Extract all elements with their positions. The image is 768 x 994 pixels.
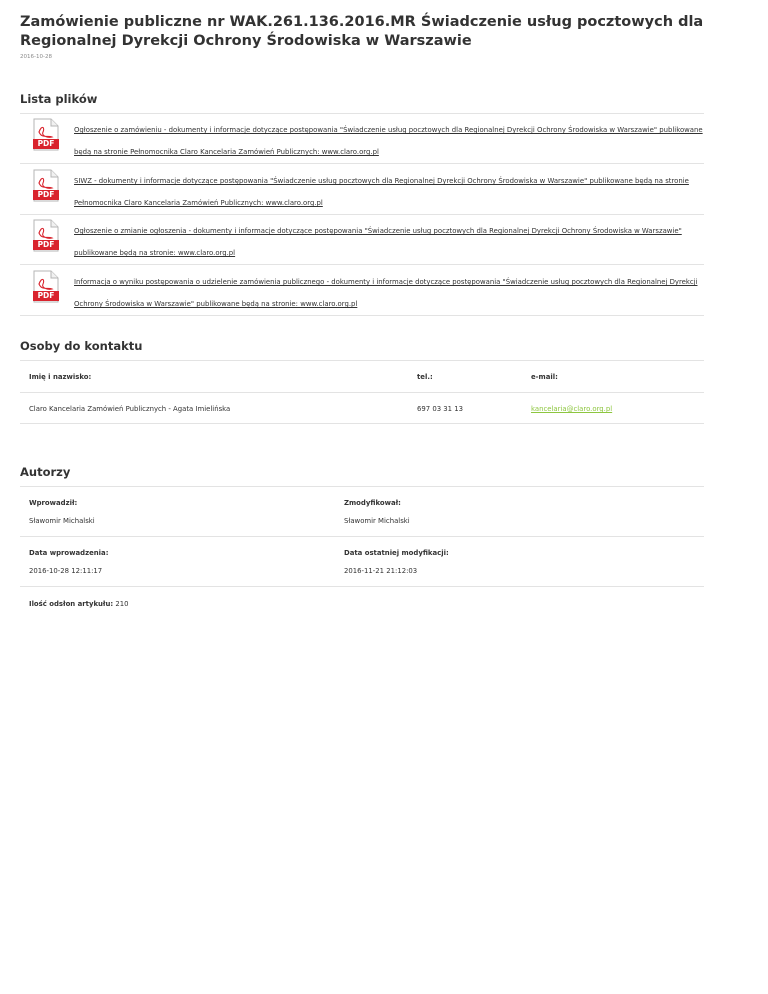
pdf-file-icon[interactable] bbox=[33, 219, 59, 252]
divider bbox=[20, 486, 704, 487]
modified-by-value: Sławomir Michalski bbox=[344, 517, 410, 525]
divider bbox=[20, 536, 704, 537]
views-count bbox=[29, 600, 129, 608]
contacts-heading: Osoby do kontaktu bbox=[20, 339, 143, 353]
file-link[interactable]: SIWZ - dokumenty i informacje dotyczące postępowania "Świadczenie usług pocztowych dla Regionalnej Dyrekcji Ochrony Środowiska w Warszawie" publikowane będą na stronie Pełnomocnika Claro Kancelaria Zamówień Publicznych: www.claro.org.pl bbox=[74, 177, 689, 207]
pdf-badge-label: PDF bbox=[37, 240, 55, 249]
file-row bbox=[20, 164, 704, 214]
files-heading: Lista plików bbox=[20, 92, 98, 106]
entered-date-value: 2016-10-28 12:11:17 bbox=[29, 567, 103, 575]
views-value: 210 bbox=[115, 600, 129, 608]
column-header-phone: tel.: bbox=[417, 373, 433, 381]
publish-date: 2016-10-28 bbox=[20, 54, 52, 60]
pdf-file-icon[interactable] bbox=[33, 118, 59, 151]
pdf-file-icon[interactable] bbox=[33, 270, 59, 303]
divider bbox=[20, 315, 704, 316]
entered-by-value: Sławomir Michalski bbox=[29, 517, 95, 525]
views-label: Ilość odsłon artykułu: bbox=[29, 600, 114, 608]
pdf-badge-label: PDF bbox=[37, 291, 55, 300]
pdf-badge-label: PDF bbox=[37, 190, 55, 199]
pdf-badge-label: PDF bbox=[37, 139, 55, 148]
divider bbox=[20, 423, 704, 424]
column-header-email: e-mail: bbox=[531, 373, 558, 381]
divider bbox=[20, 586, 704, 587]
modified-date-value: 2016-11-21 21:12:03 bbox=[344, 567, 418, 575]
page-title: Zamówienie publiczne nr WAK.261.136.2016.MR Świadczenie usług pocztowych dla Regionalnej Dyrekcji Ochrony Środowiska w Warszawie bbox=[20, 14, 704, 49]
modified-by-label: Zmodyfikował: bbox=[344, 499, 401, 507]
divider bbox=[20, 392, 704, 393]
authors-heading: Autorzy bbox=[20, 465, 71, 479]
entered-date-label: Data wprowadzenia: bbox=[29, 549, 109, 557]
pdf-file-icon[interactable] bbox=[33, 169, 59, 202]
file-link[interactable]: Informacja o wyniku postępowania o udzielenie zamówienia publicznego - dokumenty i informacje dotyczące postępowania "Świadczenie usług pocztowych dla Regionalnej Dyrekcji Ochrony Środowiska w Warszawie" publikowane będą na stronie: www.claro.org.pl bbox=[74, 278, 698, 308]
file-row bbox=[20, 214, 704, 264]
file-link[interactable]: Ogłoszenie o zamówieniu - dokumenty i informacje dotyczące postępowania "Świadczenie usług pocztowych dla Regionalnej Dyrekcji Ochrony Środowiska w Warszawie" publikowane będą na stronie Pełnomocnika Claro Kancelaria Zamówień Publicznych: www.claro.org.pl bbox=[74, 126, 703, 156]
file-row bbox=[20, 265, 704, 315]
divider bbox=[20, 360, 704, 361]
contact-phone: 697 03 31 13 bbox=[417, 405, 464, 413]
column-header-name: Imię i nazwisko: bbox=[29, 373, 92, 381]
file-row bbox=[20, 113, 704, 163]
modified-date-label: Data ostatniej modyfikacji: bbox=[344, 549, 449, 557]
contact-name: Claro Kancelaria Zamówień Publicznych - Agata Imielińska bbox=[29, 405, 231, 413]
entered-by-label: Wprowadził: bbox=[29, 499, 78, 507]
contact-email-link[interactable]: kancelaria@claro.org.pl bbox=[531, 405, 613, 413]
file-link[interactable]: Ogłoszenie o zmianie ogłoszenia - dokumenty i informacje dotyczące postępowania "Świadczenie usług pocztowych dla Regionalnej Dyrekcji Ochrony Środowiska w Warszawie" publikowane będą na stronie: www.claro.org.pl bbox=[74, 227, 682, 257]
